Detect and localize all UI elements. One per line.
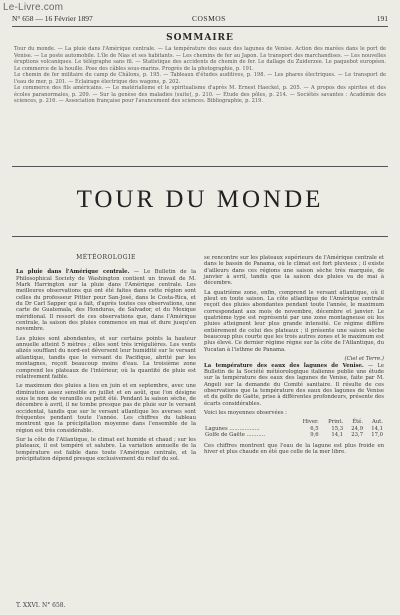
table-cell: 14,1	[371, 425, 383, 432]
table-cell: 9,6	[310, 432, 319, 439]
table-header-cell: Hiver.	[302, 419, 319, 426]
article-paragraph: La quatrième zone, enfin, comprend le versant atlantique, où il pleut en toute saison. La côte atlantique de l'Amérique centrale reçoit des pluies abondantes pendant toute l'année, le maximum correspondant aux mois de novembre, décembre et janvier. Le quatrième type est représenté par une zone montagneuse où les pluies atteignent leur plus grande intensité. Ce régime diffère entièrement de celui des plateaux ; il présente une saison sèche beaucoup plus courte que les trois autres zones et le maximum est plus élevé. Ce dernier régime règne sur la côte de l'Atlantique, du Yucatan à l'isthme de Panama.	[204, 289, 384, 353]
issue-number: N° 658 — 16 Février 1897	[12, 14, 93, 23]
table-header-cell: Print.	[328, 419, 344, 426]
article-paragraph: Les pluies sont abondantes, et sur certains points la hauteur annuelle atteint 5 mètres ; elles sont très irrégulières. Les vents alizés soufflant du nord-est déversent leur humidité sur le versant atlantique, tandis que le versant du Pacifique, abrité par les montagnes, reçoit beaucoup moins d'eau. La troisième zone comprend les plateaux de l'intérieur, où la quantité de pluie est relativement faible.	[16, 335, 196, 380]
article-lead: La pluie dans l'Amérique centrale.	[16, 269, 130, 276]
table-cell: 23,7	[351, 432, 364, 439]
table-cell: 15,3	[331, 425, 344, 432]
article-lead: La température des eaux des lagunes de Venise.	[204, 362, 364, 369]
temperature-table	[204, 419, 384, 439]
article-paragraph: Le maximum des pluies a lieu en juin et en septembre, avec une diminution assez sensible en juillet et en août, que l'on désigne sous le nom de veranillo ou petit été. Pendant la saison sèche, de décembre à avril, il ne tombe presque pas de pluie sur le versant occidental, tandis que sur le versant atlantique les averses sont fréquentes pendant toute l'année. Les chiffres du tableau montrent que la précipitation moyenne dans l'ensemble de la région est très considérable.	[16, 383, 196, 434]
title-rule	[12, 236, 388, 237]
sommaire-paragraph: Tour du monde. — La pluie dans l'Amérique centrale. — La température des eaux des lagunes de Venise. Action des marées dans le port de Venise. — Le poste automobile. L'île de Nias et ses habitants. — Les chemins de fer au Japon. Le transport des marchandises. — Les nouvelles éruptions volcaniques. Le télégraphe sans fil. — Statistique des accidents de chemin de fer. Le dallage du Zuiderzee. Le paquebot européen. Le commerce de la houille. Pose des câbles sous-marins. Progrès de la photographie, p. 191.	[14, 46, 386, 72]
right-column	[204, 255, 384, 458]
article-text: — Le Bulletin de la Philosophical Society de Washington contient un travail de M. Mark Harrington sur la pluie dans l'Amérique centrale. Les meilleures observations qui ont été faites dans cette région sont celles du professeur Pittier pour San-José, dans le Costa-Rica, et du Dr Carl Sapper qui a fait, d'après toutes ces observations, une carte de Guatemala, des Honduras, de Salvador, et du Mexique méridional. Il ressort de ces observations que, dans l'Amérique centrale, la saison des pluies commence en mai et dure jusqu'en novembre.	[16, 269, 197, 333]
table-row	[204, 432, 384, 439]
article-paragraph: Sur la côte de l'Atlantique, le climat est humide et chaud ; sur les plateaux, il est tempéré et salubre. La variation annuelle de la température est faible dans toute l'Amérique centrale, et la précipitation dépend presque exclusivement du relief du sol.	[16, 436, 196, 462]
left-column	[16, 255, 196, 465]
page-number: 191	[376, 14, 388, 23]
watermark: Le-Livre.com	[3, 2, 64, 13]
article-signature: (Ciel et Terre.)	[344, 356, 384, 363]
article-paragraph	[204, 363, 384, 407]
article-paragraph	[16, 269, 196, 332]
journal-name: COSMOS	[192, 14, 226, 23]
sommaire-text	[14, 46, 386, 105]
header-rule	[12, 26, 388, 27]
table-cell: Golfe de Gaëte ...........	[205, 432, 266, 439]
sommaire-rule	[12, 166, 388, 167]
table-cell: 24,9	[351, 425, 364, 432]
table-intro: Voici les moyennes observées :	[204, 409, 287, 416]
article-paragraph: se rencontre sur les plateaux supérieurs de l'Amérique centrale et dans le bassin de Panama, où le climat est fort pluvieux ; il existe d'ailleurs dans ces régions une saison sèche très marquée, de janvier à avril, tandis que la saison des pluies va de mai à décembre.	[204, 255, 384, 287]
sommaire-title: SOMMAIRE	[166, 33, 234, 43]
article-text: — Le Bulletin de la Société météorologique italienne publie une étude sur la température des eaux des lagunes de Venise, faite par M. Angeli sur la demande du Comité sanitaire. Il résulte de ces observations que la température des eaux des lagunes de Venise et du golfe de Gaëte, prise à différentes profondeurs, présente des écarts considérables.	[204, 362, 385, 407]
section-title: TOUR DU MONDE	[76, 186, 324, 213]
table-cell: 6,5	[310, 425, 319, 432]
sommaire-paragraph: Le commerce des fils américains. — Le matérialisme et le spiritualisme d'après M. Ernest Haeckel, p. 205. — A propos des spirites et des écoles paranormales, p. 209. — Sur la genèse des maladies (suite), p. 210. — Étude des pôles, p. 214. — Sociétés savantes : Académie des sciences, p. 216. — Association française pour l'avancement des sciences. Bibliographie, p. 219.	[14, 85, 386, 105]
table-header-cell: Aut.	[371, 419, 383, 426]
table-header-cell: Été.	[352, 419, 364, 426]
table-cell: Lagunes ..................	[205, 425, 260, 432]
section-heading: MÉTÉOROLOGIE	[76, 254, 136, 261]
page-header	[12, 14, 388, 26]
page-footer: T. XXVI. N° 658.	[16, 602, 66, 609]
article-paragraph: Ces chiffres montrent que l'eau de la lagune est plus froide en hiver et plus chaude en été que celle de la mer libre.	[204, 442, 384, 456]
sommaire-paragraph: Le chemin de fer militaire du camp de Châlons, p. 195. — Tableaux d'études auditives, p. 198. — Les phares électriques. — Le transport de l'eau de mer, p. 201. — Éclairage électrique des wagons, p. 202.	[14, 72, 386, 85]
table-cell: 17,0	[371, 432, 383, 439]
table-cell: 14,1	[331, 432, 344, 439]
